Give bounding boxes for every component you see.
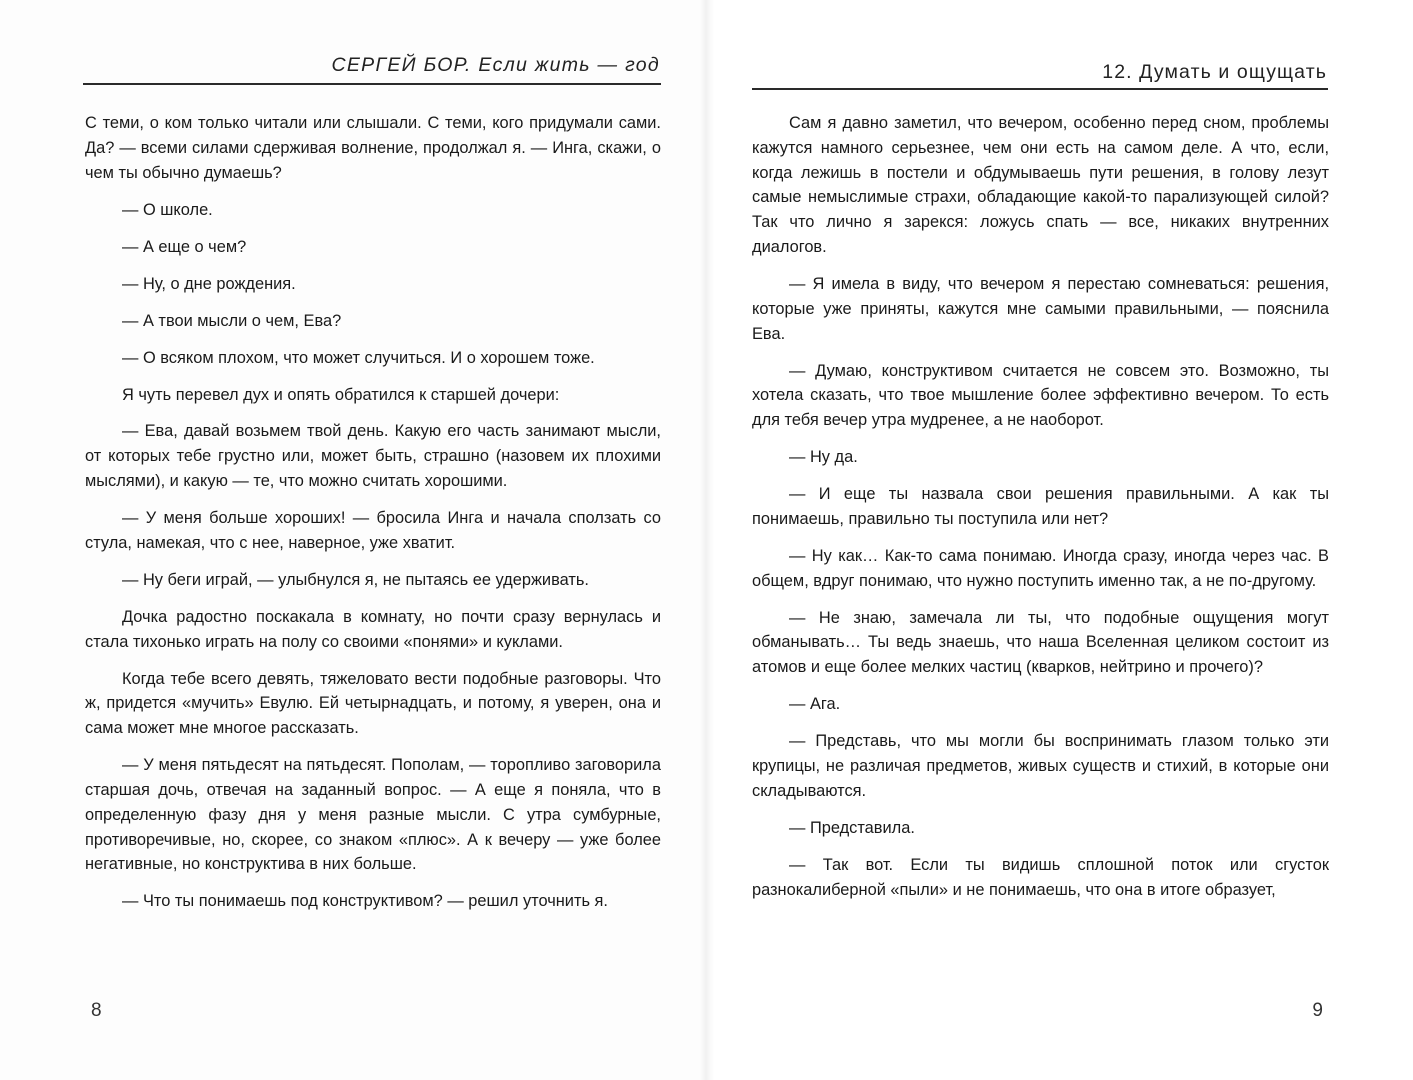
header-rule [752, 88, 1328, 90]
paragraph: Когда тебе всего девять, тяжеловато вести подобные разговоры. Что ж, придется «мучить» Евулю. Ей четырнадцать, и потому, я уверен, она и сама может мне многое рассказать. [85, 669, 661, 738]
paragraph: — И еще ты назвала свои решения правильными. А как ты понимаешь, правильно ты поступила или нет? [752, 485, 1329, 528]
paragraph: — Ну беги играй, — улыбнулся я, не пытаясь ее удерживать. [122, 570, 589, 589]
paragraph: Дочка радостно поскакала в комнату, но почти сразу вернулась и стала тихонько играть на полу со своими «понями» и куклами. [85, 607, 661, 651]
paragraph: — Так вот. Если ты видишь сплошной поток или сгусток разнокалиберной «пыли» и не понимаешь, что она в итоге образует, [752, 855, 1329, 899]
right-page [706, 0, 1413, 1080]
paragraph: — Я имела в виду, что вечером я перестаю сомневаться: решения, которые уже приняты, кажутся мне самыми правильными, — пояснила Ева. [752, 274, 1329, 343]
paragraph: — Представь, что мы могли бы воспринимать глазом только эти крупицы, не различая предметов, живых существ и стихий, в которые они складываются. [752, 732, 1329, 800]
header-rule [83, 83, 661, 85]
paragraph: — Ну как… Как-то сама понимаю. Иногда сразу, иногда через час. В общем, вдруг понимаю, что нужно поступить именно так, а не по-другому. [752, 546, 1329, 590]
paragraph: С теми, о ком только читали или слышали. С теми, кого придумали сами. Да? — всеми силами сдерживая волнение, продолжал я. — Инга, скажи, о чем ты обычно думаешь? [85, 114, 661, 182]
paragraph: — А твои мысли о чем, Ева? [122, 311, 342, 330]
page-number: 8 [91, 1000, 102, 1021]
paragraph: — У меня пятьдесят на пятьдесят. Пополам, — торопливо заговорила старшая дочь, отвечая на заданный вопрос. — А еще я поняла, что в определенную фазу дня у меня разные мысли. С утра сумбурные, противоречивые, но, скорее, со знаком «плюс». А к вечеру — уже более негативные, но конструктива в них больше. [85, 756, 661, 874]
paragraph: — У меня больше хороших! — бросила Инга и начала сползать со стула, намекая, что с нее, наверное, уже хватит. [85, 509, 661, 552]
paragraph: — А еще о чем? [122, 237, 247, 256]
paragraph: — Ну, о дне рождения. [122, 274, 296, 293]
page-body [85, 111, 661, 926]
paragraph: — О всяком плохом, что может случиться. И о хорошем тоже. [122, 348, 595, 367]
paragraph: — Ага. [789, 695, 841, 714]
paragraph: — Думаю, конструктивом считается не совсем это. Возможно, ты хотела сказать, что твое мышление более эффективно вечером. То есть для тебя вечер утра мудренее, а не наоборот. [752, 361, 1329, 430]
page-number: 9 [1312, 1000, 1323, 1021]
left-page [0, 0, 706, 1080]
paragraph: — Не знаю, замечала ли ты, что подобные ощущения могут обманывать… Ты ведь знаешь, что наша Вселенная целиком состоит из атомов и еще более мелких частиц (кварков, нейтрино и прочего)? [752, 608, 1329, 677]
paragraph: — О школе. [122, 200, 213, 219]
paragraph: — Ну да. [789, 448, 858, 467]
running-head-author-title: СЕРГЕЙ БОР. Если жить — год [331, 54, 660, 76]
page-body [752, 111, 1329, 915]
paragraph: — Ева, давай возьмем твой день. Какую его часть занимают мысли, от которых тебе грустно или, может быть, страшно (назовем их плохими мыслями), и какую — те, что можно считать хорошими. [85, 422, 661, 491]
paragraph: Сам я давно заметил, что вечером, особенно перед сном, проблемы кажутся намного серьезнее, чем они есть на самом деле. А что, если, когда лежишь в постели и обдумываешь пути решения, в голову лезут самые немыслимые страхи, обладающие какой-то парализующей силой? Так что лично я зарекся: ложусь спать — все, никаких внутренних диалогов. [752, 114, 1329, 256]
book-gutter [700, 0, 714, 1080]
paragraph: — Что ты понимаешь под конструктивом? — решил уточнить я. [122, 892, 608, 911]
running-head-chapter-title: 12. Думать и ощущать [1102, 61, 1327, 83]
paragraph: — Представила. [789, 818, 915, 837]
paragraph: Я чуть перевел дух и опять обратился к старшей дочери: [122, 385, 560, 404]
